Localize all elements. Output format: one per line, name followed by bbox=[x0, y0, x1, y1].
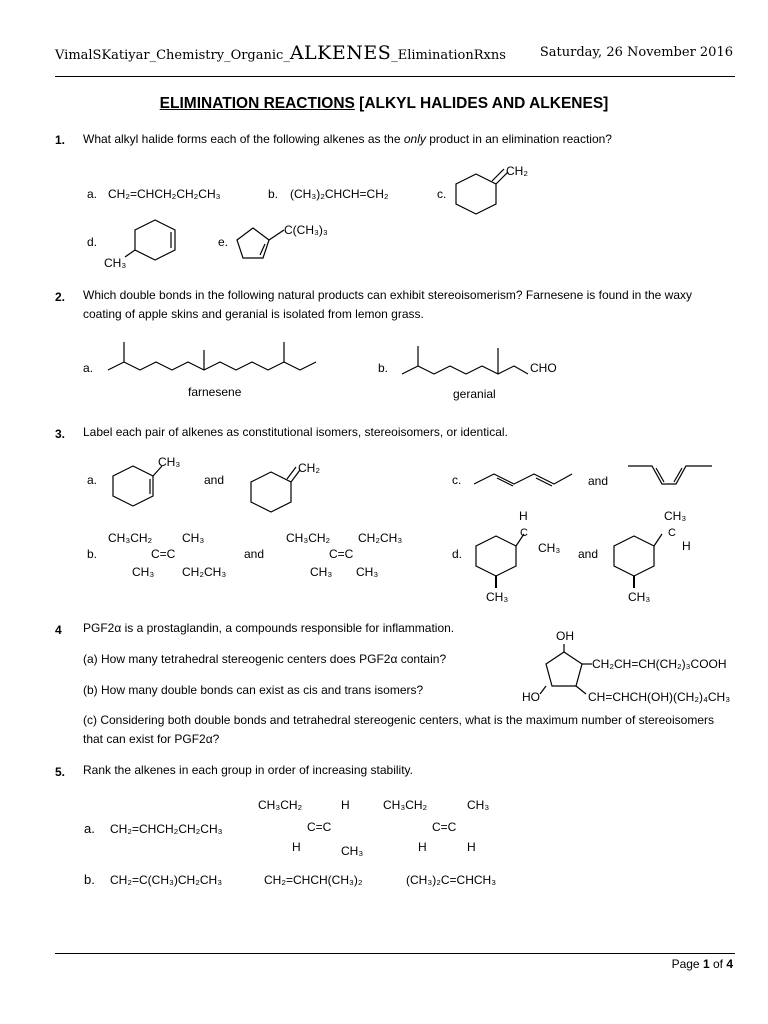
q3-b2-tl: CH₃CH₂ bbox=[286, 531, 331, 545]
geranial-label: geranial bbox=[453, 387, 496, 401]
page-title bbox=[0, 95, 768, 113]
q5-b2: CH₂=CHCH(CH₃)₂ bbox=[264, 873, 363, 887]
q1-label-b: b. bbox=[268, 187, 279, 201]
geranial-cho: CHO bbox=[530, 361, 557, 375]
header-topic: ALKENES bbox=[289, 42, 392, 64]
question-2-text: Which double bonds in the following natural products can exhibit stereoisomerism? Farnesene is found in the waxy coating of apple skins and geranial is isolated from lemon grass. bbox=[83, 288, 692, 321]
q3-structures bbox=[0, 450, 768, 610]
question-1-text bbox=[83, 130, 733, 149]
q3-label-a: a. bbox=[87, 473, 98, 487]
q3-b1-cc: C=C bbox=[151, 547, 176, 561]
q3-d1-h: H bbox=[519, 509, 528, 523]
q5-a2-bl: H bbox=[292, 840, 301, 854]
q3-and-b: and bbox=[244, 547, 265, 561]
page-total: 4 bbox=[726, 957, 733, 971]
farnesene-chain bbox=[108, 362, 316, 370]
q3-d2-ch3b: CH₃ bbox=[628, 590, 651, 604]
pgf-ho-bond bbox=[540, 686, 546, 694]
question-5-text: Rank the alkenes in each group in order of increasing stability. bbox=[83, 763, 413, 777]
q1-a-formula: CH₂=CHCH₂CH₂CH₃ bbox=[108, 187, 221, 201]
q1-text-b: product in an elimination reaction? bbox=[425, 132, 612, 146]
q1-label-c: c. bbox=[437, 187, 447, 201]
page-number: 1 bbox=[702, 957, 710, 971]
pgf-ring bbox=[546, 652, 582, 686]
q3-a-ring2 bbox=[251, 472, 291, 512]
q5-structures bbox=[0, 790, 768, 900]
header-rule bbox=[55, 76, 735, 77]
q5-a2-tl: CH₃CH₂ bbox=[258, 798, 303, 812]
q3-a2-ch2: CH₂ bbox=[298, 461, 320, 475]
q3-b1-br: CH₂CH₃ bbox=[182, 565, 227, 579]
q2-label-b: b. bbox=[378, 361, 389, 375]
question-3-text: Label each pair of alkenes as constitutional isomers, stereoisomers, or identical. bbox=[83, 425, 508, 439]
q3-d-ring2 bbox=[614, 536, 654, 576]
question-4-text: PGF2α is a prostaglandin, a compounds responsible for inflammation. bbox=[83, 621, 455, 635]
q3-b1-tl: CH₃CH₂ bbox=[108, 531, 153, 545]
q1-c-bond2 bbox=[492, 169, 504, 181]
q1-b-formula: (CH₃)₂CHCH=CH₂ bbox=[290, 187, 389, 201]
q1-c-ch2: CH₂ bbox=[506, 164, 528, 178]
q3-d2-db bbox=[654, 534, 662, 546]
q5-a3-bl: H bbox=[418, 840, 427, 854]
q3-d2-ch3: CH₃ bbox=[664, 509, 687, 523]
q3-and-d: and bbox=[578, 547, 599, 561]
pgf-ho: HO bbox=[522, 690, 540, 704]
q3-c-chain1 bbox=[474, 474, 572, 484]
q1-c-ring bbox=[456, 174, 496, 214]
q1-d-methyl-bond bbox=[125, 250, 135, 257]
q3-b2-br: CH₃ bbox=[356, 565, 379, 579]
q1-label-e: e. bbox=[218, 235, 229, 249]
header-suffix: _EliminationRxns bbox=[391, 48, 506, 63]
q2-label-a: a. bbox=[83, 361, 94, 375]
q5-a2-tr: H bbox=[341, 798, 350, 812]
q3-and-a: and bbox=[204, 473, 225, 487]
q1-d-ring bbox=[135, 220, 175, 260]
q3-b2-tr: CH₂CH₃ bbox=[358, 531, 403, 545]
q3-d2-c: C bbox=[668, 527, 676, 539]
farnesene-label: farnesene bbox=[188, 385, 242, 399]
pgf-oh: OH bbox=[556, 629, 574, 643]
q1-structures bbox=[0, 160, 768, 280]
question-number: 2. bbox=[55, 290, 66, 304]
q3-and-c: and bbox=[588, 474, 609, 488]
q1-e-tbu: C(CH₃)₃ bbox=[284, 223, 328, 237]
q3-d-ring1 bbox=[476, 536, 516, 576]
q3-d1-c: C bbox=[520, 527, 528, 539]
pgf2a-structure bbox=[500, 622, 768, 712]
header-prefix: VimalSKatiyar_Chemistry_Organic_ bbox=[55, 48, 290, 63]
q5-a3-cc: C=C bbox=[432, 820, 457, 834]
q1-e-ring bbox=[237, 228, 269, 258]
q5-a2-br: CH₃ bbox=[341, 844, 364, 858]
q1-e-sub-bond bbox=[269, 230, 284, 240]
question-number: 1. bbox=[55, 133, 66, 147]
question-4a: (a) How many tetrahedral stereogenic centers does PGF2α contain? bbox=[83, 652, 447, 666]
q5-label-b: b. bbox=[84, 872, 95, 887]
q1-label-a: a. bbox=[87, 187, 98, 201]
q5-a3-br: H bbox=[467, 840, 476, 854]
q3-a-ch3: CH₃ bbox=[158, 455, 181, 469]
header-date: Saturday, 26 November 2016 bbox=[539, 45, 733, 60]
q3-label-c: c. bbox=[452, 473, 462, 487]
q5-a1: CH₂=CHCH₂CH₂CH₃ bbox=[110, 822, 223, 836]
q3-b2-cc: C=C bbox=[329, 547, 354, 561]
q3-c-chain2 bbox=[628, 466, 712, 484]
document-header bbox=[55, 42, 506, 64]
q5-b3: (CH₃)₂C=CHCH₃ bbox=[406, 873, 497, 887]
q3-label-b: b. bbox=[87, 547, 98, 561]
title-underlined: ELIMINATION REACTIONS bbox=[159, 95, 355, 112]
q1-text-italic: only bbox=[403, 132, 426, 146]
page-prefix: Page bbox=[671, 957, 703, 971]
pgf-chain2: CH=CHCH(OH)(CH₂)₄CH₃ bbox=[588, 690, 731, 704]
q5-b1: CH₂=C(CH₃)CH₂CH₃ bbox=[110, 873, 223, 887]
q3-d1-ch3: CH₃ bbox=[538, 541, 561, 555]
q5-a3-tr: CH₃ bbox=[467, 798, 490, 812]
page-indicator bbox=[672, 957, 733, 971]
q3-b1-bl: CH₃ bbox=[132, 565, 155, 579]
question-number: 3. bbox=[55, 427, 66, 441]
page-of: of bbox=[709, 957, 727, 971]
q3-label-d: d. bbox=[452, 547, 463, 561]
q5-a3-tl: CH₃CH₂ bbox=[383, 798, 428, 812]
q3-b2-bl: CH₃ bbox=[310, 565, 333, 579]
question-number: 4 bbox=[55, 623, 62, 637]
question-4b: (b) How many double bonds can exist as cis and trans isomers? bbox=[83, 683, 424, 697]
pgf-chain2-bond bbox=[576, 686, 586, 694]
q5-a2-cc: C=C bbox=[307, 820, 332, 834]
q1-label-d: d. bbox=[87, 235, 98, 249]
title-rest: [ALKYL HALIDES AND ALKENES] bbox=[354, 95, 609, 112]
q3-b1-tr: CH₃ bbox=[182, 531, 205, 545]
q5-label-a: a. bbox=[84, 821, 95, 836]
pgf-chain1: CH₂CH=CH(CH₂)₃COOH bbox=[592, 657, 727, 671]
question-number: 5. bbox=[55, 765, 66, 779]
footer-rule bbox=[55, 953, 735, 954]
question-4c: (c) Considering both double bonds and tetrahedral stereogenic centers, what is the maximum number of stereoisomers that can exist for PGF2α? bbox=[83, 713, 714, 746]
q3-d1-ch3b: CH₃ bbox=[486, 590, 509, 604]
q3-d2-h: H bbox=[682, 539, 691, 553]
q1-text-a: What alkyl halide forms each of the following alkenes as the bbox=[83, 132, 404, 146]
q3-a-ring1 bbox=[113, 466, 153, 506]
q2-structures bbox=[0, 330, 768, 410]
geranial-chain bbox=[402, 366, 528, 374]
q1-d-ch3: CH₃ bbox=[104, 256, 127, 270]
